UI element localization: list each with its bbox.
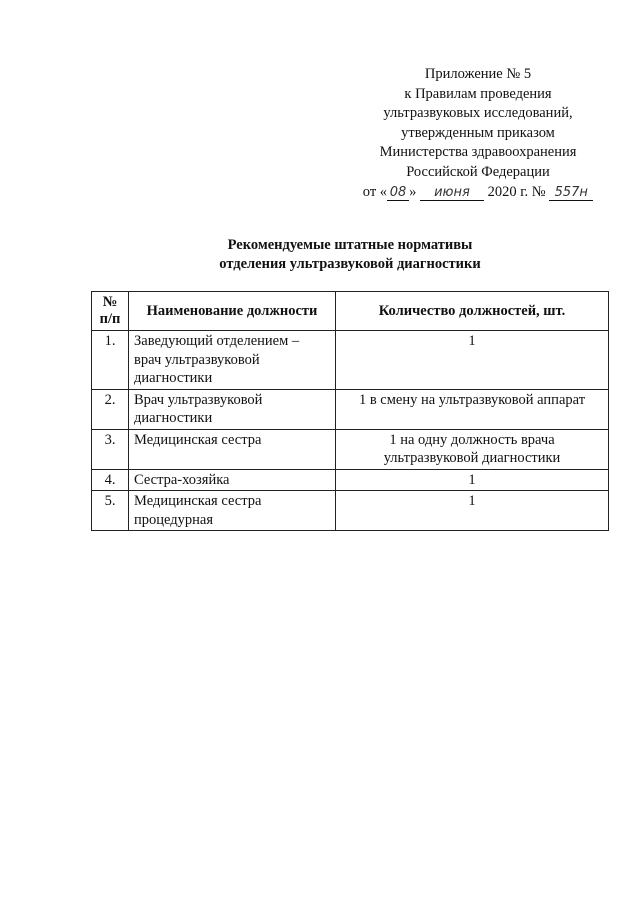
row-quantity: 1 в смену на ультразвуковой аппарат [336,389,609,429]
row-number: 5. [92,491,129,531]
appendix-line-5: Министерства здравоохранения [379,144,577,161]
appendix-header [328,65,628,202]
header-position: Наименование должности [129,292,336,331]
staffing-table [91,291,609,531]
row-position: Врач ультразвуковой диагностики [129,389,336,429]
table-header-row [92,292,609,331]
handwritten-day: 08 [387,186,409,201]
row-quantity: 1 [336,331,609,390]
table-row [92,429,609,469]
title-line-1: Рекомендуемые штатные нормативы [227,237,473,253]
document-title [120,236,580,274]
header-number [92,292,129,331]
row-quantity: 1 [336,469,609,491]
row-number: 3. [92,429,129,469]
row-number: 1. [92,331,129,390]
handwritten-month: июня [420,186,484,201]
appendix-line-2: к Правилам проведения [404,85,552,102]
appendix-line-4: утвержденным приказом [401,124,555,141]
appendix-line-6: Российской Федерации [406,163,550,180]
table-row [92,331,609,390]
row-position: Медицинская сестра [129,429,336,469]
row-quantity: 1 на одну должность врача ультразвуковой диагностики [336,429,609,469]
header-number-line-2: п/п [99,311,121,327]
handwritten-order-number: 557н [549,186,593,201]
table-row [92,469,609,491]
table-row [92,389,609,429]
appendix-line-3: ультразвуковых исследований, [383,105,573,122]
date-prefix: от « [362,183,388,200]
row-quantity: 1 [336,491,609,531]
row-position: Медицинская сестра процедурная [129,491,336,531]
row-number: 2. [92,389,129,429]
table-row [92,491,609,531]
date-quote-close: » [409,183,417,200]
header-quantity: Количество должностей, шт. [336,292,609,331]
row-position: Сестра-хозяйка [129,469,336,491]
order-date-line [328,183,628,203]
title-line-2: отделения ультразвуковой диагностики [219,256,481,272]
appendix-line-1: Приложение № 5 [424,66,532,82]
header-number-line-1: № [102,294,118,310]
row-number: 4. [92,469,129,491]
year-text: 2020 г. № [487,183,546,200]
row-position: Заведующий отделением – врач ультразвуковой диагностики [129,331,336,390]
